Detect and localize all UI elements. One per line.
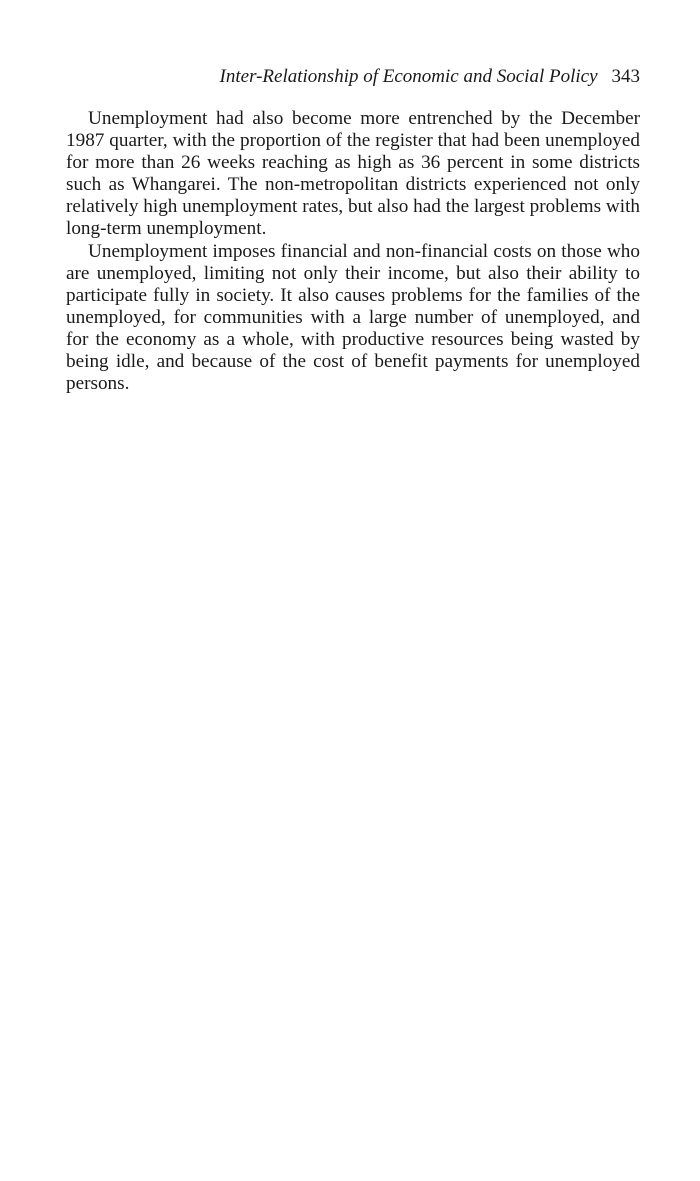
paragraph-2: Unemployment imposes financial and non-financial costs on those who are unemployed, limiting not only their income, but also their ability to participate fully in society. It also causes problems for the families of the unemployed, for communities with a large number of unemployed, and for the economy as a whole, with productive resources being wasted by being idle, and because of the cost of benefit payments for unemployed persons. [66, 240, 640, 395]
running-head [66, 66, 640, 88]
paragraph-1: Unemployment had also become more entrenched by the December 1987 quarter, with the proportion of the register that had been unemployed for more than 26 weeks reaching as high as 36 percent in some districts such as Whangarei. The non-metropolitan districts experienced not only relatively high unemployment rates, but also had the largest problems with long-term unemployment. [66, 108, 640, 240]
body-text [66, 108, 640, 395]
page-number: 343 [611, 66, 640, 87]
running-title: Inter-Relationship of Economic and Social Policy [219, 66, 598, 87]
